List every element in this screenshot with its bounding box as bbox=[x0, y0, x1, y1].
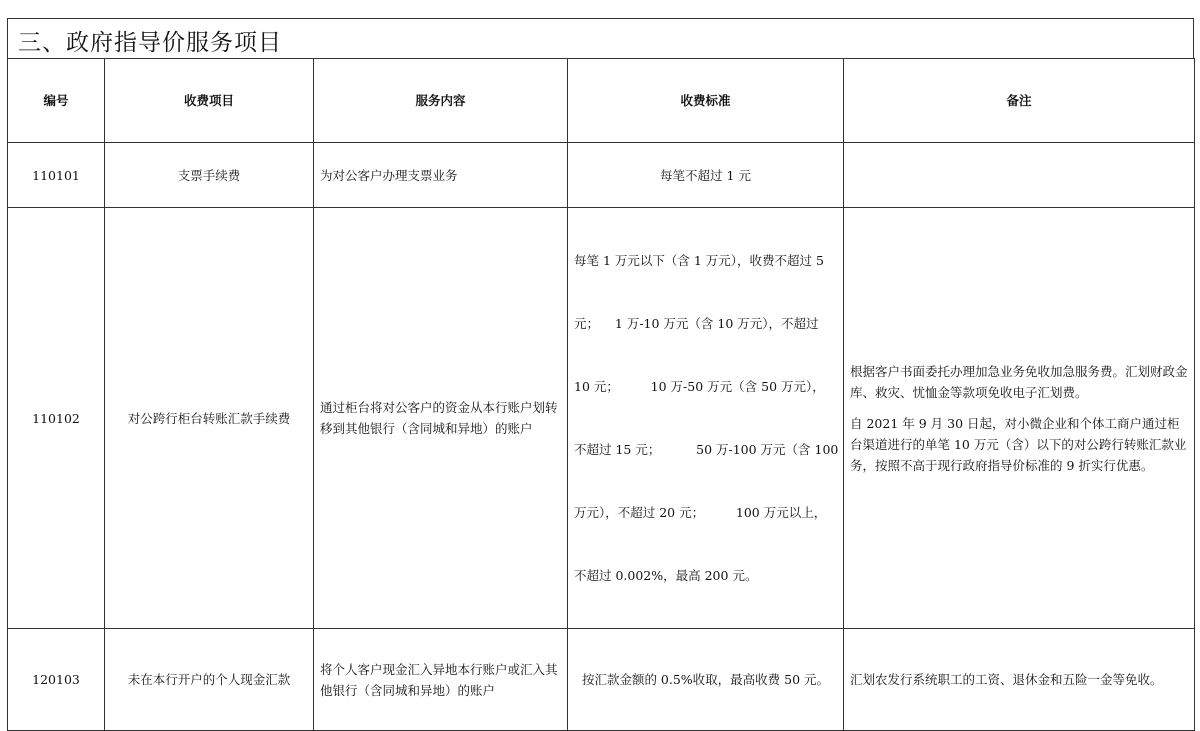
column-header-code: 编号 bbox=[8, 59, 105, 143]
row-standard bbox=[568, 208, 844, 629]
row-notes bbox=[844, 208, 1195, 629]
column-header-content: 服务内容 bbox=[314, 59, 568, 143]
standard-line: 元； 1 万-10 万元（含 10 万元），不超过 bbox=[574, 316, 819, 331]
row-code: 110102 bbox=[8, 208, 105, 629]
row-item: 未在本行开户的个人现金汇款 bbox=[105, 629, 314, 731]
row-notes bbox=[844, 143, 1195, 208]
row-standard bbox=[568, 143, 844, 208]
section-title-box bbox=[7, 18, 1194, 58]
table-row bbox=[8, 629, 1195, 731]
row-item: 支票手续费 bbox=[105, 143, 314, 208]
row-content: 通过柜台将对公客户的资金从本行账户划转移到其他银行（含同城和异地）的账户 bbox=[314, 208, 568, 629]
column-header-item: 收费项目 bbox=[105, 59, 314, 143]
note-paragraph: 自 2021 年 9 月 30 日起，对小微企业和个体工商户通过柜台渠道进行的单笔 10 万元（含）以下的对公跨行转账汇款业务，按照不高于现行政府指导价标准的 9 折实行优惠。 bbox=[850, 415, 1187, 473]
column-header-standard: 收费标准 bbox=[568, 59, 844, 143]
section-title: 三、政府指导价服务项目 bbox=[18, 30, 282, 56]
standard-line: 万元），不超过 20 元； 100 万元以上， bbox=[574, 505, 827, 520]
fee-table bbox=[7, 58, 1195, 731]
row-item: 对公跨行柜台转账汇款手续费 bbox=[105, 208, 314, 629]
row-code: 110101 bbox=[8, 143, 105, 208]
table-row bbox=[8, 208, 1195, 629]
table-header-row bbox=[8, 59, 1195, 143]
note-paragraph: 汇划农发行系统职工的工资、退休金和五险一金等免收。 bbox=[850, 672, 1163, 687]
row-notes bbox=[844, 629, 1195, 731]
row-content: 为对公客户办理支票业务 bbox=[314, 143, 568, 208]
table-row bbox=[8, 143, 1195, 208]
standard-line: 不超过 0.002%，最高 200 元。 bbox=[574, 568, 758, 583]
standard-line: 10 元； 10 万-50 万元（含 50 万元）， bbox=[574, 379, 825, 394]
column-header-notes: 备注 bbox=[844, 59, 1195, 143]
standard-line: 不超过 15 元； 50 万-100 万元（含 100 bbox=[574, 442, 839, 457]
row-standard bbox=[568, 629, 844, 731]
row-code: 120103 bbox=[8, 629, 105, 731]
standard-line: 按汇款金额的 0.5%收取，最高收费 50 元。 bbox=[581, 672, 830, 687]
row-content: 将个人客户现金汇入异地本行账户或汇入其他银行（含同城和异地）的账户 bbox=[314, 629, 568, 731]
note-paragraph: 根据客户书面委托办理加急业务免收加急服务费。汇划财政金库、救灾、忧恤金等款项免收电子汇划费。 bbox=[850, 363, 1188, 400]
standard-line: 每笔不超过 1 元 bbox=[660, 167, 751, 183]
standard-line: 每笔 1 万元以下（含 1 万元），收费不超过 5 bbox=[574, 253, 824, 268]
